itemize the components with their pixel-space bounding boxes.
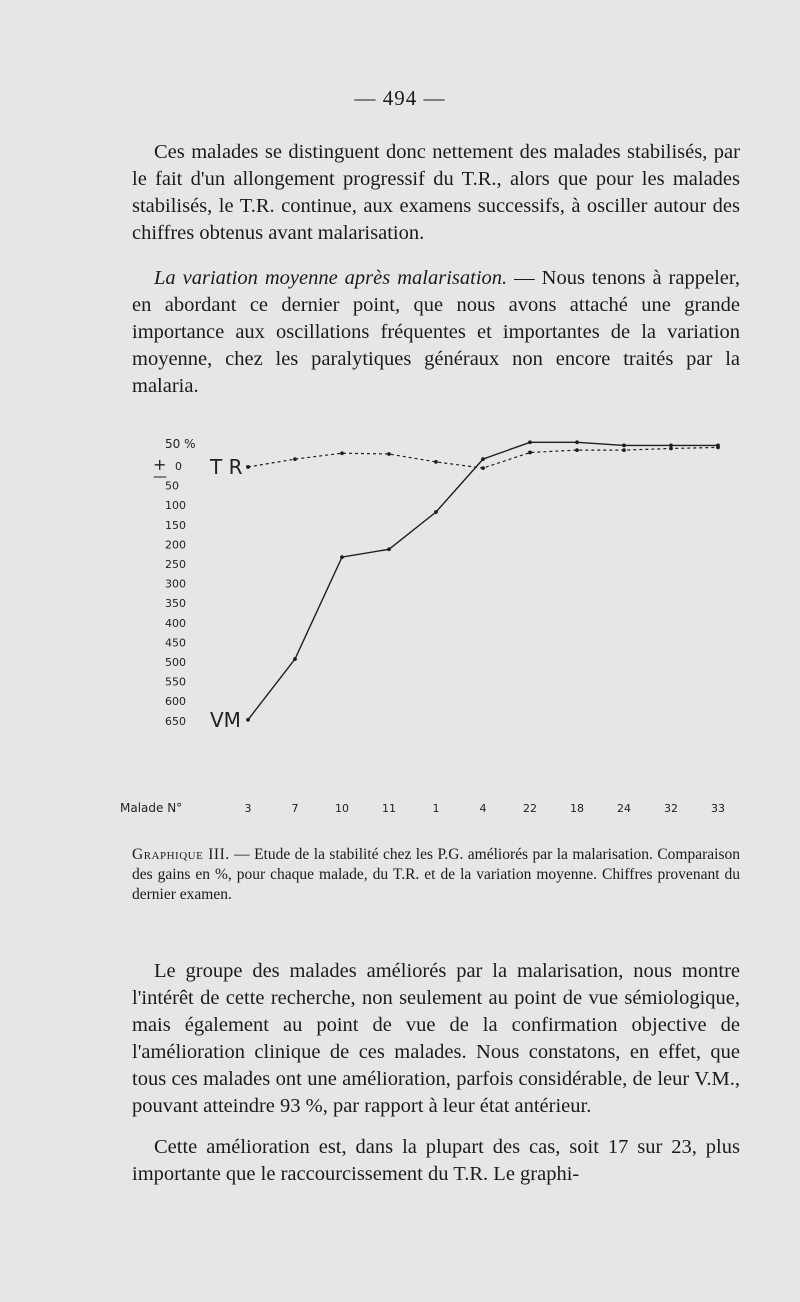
figure-caption <box>132 845 740 905</box>
y-unit-label: 50 % <box>165 437 196 451</box>
x-tick-label: 3 <box>244 802 252 815</box>
x-tick-label: 24 <box>617 802 631 815</box>
series-label-tr: T R <box>210 454 243 479</box>
data-point-vm <box>293 657 297 661</box>
data-point-tr <box>622 448 626 452</box>
data-point-vm <box>434 510 438 514</box>
data-point-tr <box>528 451 532 455</box>
y-sign-plus: + <box>153 455 167 474</box>
x-tick-label: 22 <box>523 802 537 815</box>
x-tick-label: 32 <box>664 802 678 815</box>
series-layer <box>209 440 720 731</box>
data-point-tr <box>246 465 250 469</box>
paragraph-stabilises: Ces malades se distinguent donc nettement des malades stabilisés, par le fait d'un allongement progressif du T.R., alors que pour les malades stabilisés, le T.R. continue, aux examens successifs, à osciller autour des chiffres obtenus avant malarisation. <box>132 141 740 244</box>
x-axis-label: Malade N° <box>120 801 183 815</box>
y-axis-ticks <box>153 437 196 728</box>
series-label-vm: VM <box>210 707 241 732</box>
caption-label: Graphique III. <box>132 846 230 863</box>
y-tick-label: 250 <box>165 558 186 571</box>
paragraph-variation-moyenne <box>132 265 740 400</box>
data-point-tr <box>434 460 438 464</box>
data-point-tr <box>340 451 344 455</box>
paragraph-variation-body: — Nous tenons à rappeler, en abordant ce dernier point, que nous avons attaché une grande importance aux oscillations fréquentes et importantes de la variation moyenne, chez les paralytiques généraux non encore traités par la malaria. <box>132 267 740 397</box>
x-tick-label: 1 <box>432 802 440 815</box>
section-heading-italic: La variation moyenne après malarisation. <box>154 267 508 289</box>
stability-chart <box>110 415 750 825</box>
y-sign-minus: — <box>153 469 167 485</box>
data-point-tr <box>481 466 485 470</box>
x-tick-label: 33 <box>711 802 725 815</box>
y-tick-label: 650 <box>165 714 186 728</box>
y-tick-label: 300 <box>165 577 186 591</box>
data-point-tr <box>387 452 391 456</box>
x-tick-label: 10 <box>335 802 349 815</box>
data-point-tr <box>575 448 579 452</box>
y-tick-label: 350 <box>165 597 186 611</box>
data-point-vm <box>622 444 626 448</box>
data-point-vm <box>528 440 532 444</box>
data-point-vm <box>387 547 391 551</box>
page-number: — 494 — <box>354 86 446 110</box>
y-tick-label: 0 <box>175 460 182 473</box>
paragraph-ameliores: Le groupe des malades améliorés par la malarisation, nous montre l'intérêt de cette recherche, non seulement au point de vue sémiologique, mais également au point de vue de la confirmation objective de l'amélioration clinique de ces malades. Nous constatons, en effet, que tous ces malades ont une amélioration, parfois considérable, de leur V.M., pouvant atteindre 93 %, par rapport à leur état antérieur. <box>132 960 740 1117</box>
x-tick-label: 11 <box>382 802 396 815</box>
y-tick-label: 550 <box>165 675 186 689</box>
data-point-vm <box>481 457 485 461</box>
data-point-tr <box>293 457 297 461</box>
y-tick-label: 50 <box>165 479 179 493</box>
y-tick-label: 150 <box>165 518 186 532</box>
y-tick-label: 100 <box>165 499 186 513</box>
data-point-vm <box>246 718 250 722</box>
x-tick-label: 4 <box>479 802 487 815</box>
series-line-vm <box>248 442 718 720</box>
y-tick-label: 400 <box>165 616 186 630</box>
data-point-vm <box>340 555 344 559</box>
x-axis-ticks <box>120 801 725 815</box>
x-tick-label: 18 <box>570 802 584 815</box>
data-point-vm <box>669 444 673 448</box>
x-tick-label: 7 <box>291 802 299 815</box>
y-tick-label: 450 <box>165 636 186 650</box>
paragraph-amelioration: Cette amélioration est, dans la plupart des cas, soit 17 sur 23, plus importante que le raccourcissement du T.R. Le graphi- <box>132 1136 740 1185</box>
y-tick-label: 200 <box>165 538 186 552</box>
data-point-vm <box>716 444 720 448</box>
caption-text: — Etude de la stabilité chez les P.G. améliorés par la malarisation. Comparaison des gains en %, pour chaque malade, du T.R. et de la variation moyenne. Chiffres provenant du dernier examen. <box>132 846 741 903</box>
data-point-vm <box>575 440 579 444</box>
y-tick-label: 600 <box>165 695 186 709</box>
y-tick-label: 500 <box>165 656 186 669</box>
